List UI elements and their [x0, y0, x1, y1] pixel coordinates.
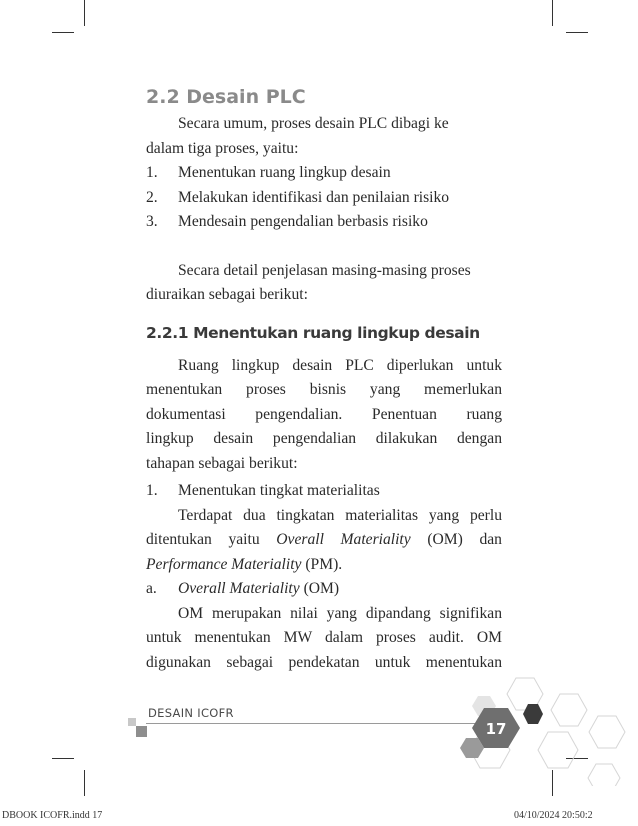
list-item: 1. Menentukan ruang lingkup desain [146, 164, 391, 181]
spacer [146, 235, 502, 259]
crop-mark-top-right-h [566, 32, 588, 33]
page-body [146, 82, 502, 675]
intro-line-1: Secara umum, proses desain PLC dibagi ke [178, 115, 449, 132]
sub-list-item: a. Overall Materiality (OM) [146, 580, 340, 597]
materiality-list-item: 1. Menentukan tingkat materialitas [146, 482, 380, 499]
crop-mark-bottom-left [84, 770, 85, 796]
list-item: 2. Melakukan identifikasi dan penilaian risiko [146, 188, 450, 206]
crop-mark-bottom-left-h [52, 758, 74, 759]
hexagon-decoration [420, 676, 638, 786]
hexagon-dark-icon [523, 704, 543, 724]
om-line: OM merupakan nilai yang dipandang signifikan [178, 604, 502, 622]
page-number: 17 [485, 720, 507, 738]
scope-line: dokumentasi pengendalian. Penentuan ruang [146, 405, 502, 423]
footer-running-title: DESAIN ICOFR [148, 706, 234, 720]
hexagon-outline-icon [538, 732, 578, 768]
print-slug-file: DBOOK ICOFR.indd 17 [2, 810, 103, 821]
hexagon-outline-icon [589, 716, 625, 748]
crop-mark-top-right [552, 0, 553, 26]
list-item: 3. Mendesain pengendalian berbasis risiko [146, 213, 428, 230]
hexagon-outline-icon [551, 694, 587, 726]
materiality-line-1: Terdapat dua tingkatan materialitas yang perlu [178, 506, 502, 524]
om-line: digunakan sebagai pendekatan untuk menentukan [146, 653, 502, 671]
materiality-line-2: ditentukan yaitu Overall Materiality (OM) dan [146, 531, 502, 548]
subsection-heading: 2.2.1 Menentukan ruang lingkup desain [146, 323, 480, 342]
scope-line: Ruang lingkup desain PLC diperlukan untuk [178, 356, 502, 374]
square-decoration [136, 726, 147, 737]
detail-line-1: Secara detail penjelasan masing-masing proses [178, 261, 471, 279]
spacer [146, 308, 502, 318]
scope-line: tahapan sebagai berikut: [146, 454, 298, 472]
print-slug-stamp: 04/10/2024 20:50:2 [514, 810, 593, 821]
crop-mark-top-left-h [52, 32, 74, 33]
intro-line-2: dalam tiga proses, yaitu: [146, 139, 299, 157]
scope-line: menentukan proses bisnis yang memerlukan [146, 381, 502, 398]
hexagon-outline-icon [588, 764, 620, 786]
om-line: untuk menentukan MW dalam proses audit. OM [146, 629, 502, 646]
detail-line-2: diuraikan sebagai berikut: [146, 286, 308, 303]
section-heading: 2.2 Desain PLC [146, 86, 306, 108]
square-decoration-small [128, 718, 136, 726]
scope-line: lingkup desain pengendalian dilakukan dengan [146, 430, 502, 447]
crop-mark-top-left [84, 0, 85, 26]
materiality-line-3: Performance Materiality (PM). [146, 555, 343, 573]
